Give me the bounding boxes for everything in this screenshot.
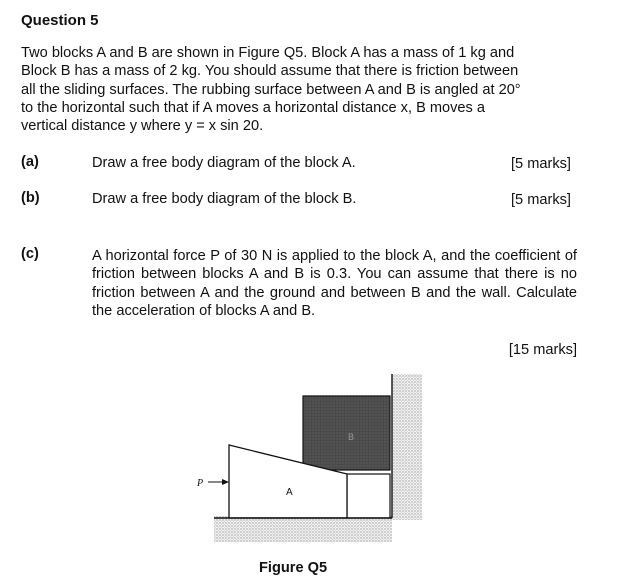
intro-line: vertical distance y where y = x sin 20.	[21, 118, 264, 135]
label-p: P	[197, 478, 204, 489]
part-b-marks: [5 marks]	[510, 192, 571, 208]
label-b: B	[348, 432, 355, 442]
part-c-text: A horizontal force P of 30 N is applied to the block A, and the coefficient of friction between blocks A and B is 0.3. You can assume that there is no friction between A and the ground and between B and the wall. Calculate the acceleration of blocks A and B.	[92, 248, 577, 319]
part-c-marks: [15 marks]	[508, 342, 577, 358]
question-title: Question 5	[21, 12, 99, 29]
part-a-text: Draw a free body diagram of the block A.	[92, 155, 356, 171]
figure-q5-diagram	[190, 370, 430, 552]
part-b-text: Draw a free body diagram of the block B.	[92, 191, 357, 207]
question-intro	[21, 44, 601, 135]
figure-caption: Figure Q5	[259, 560, 328, 576]
label-a: A	[286, 487, 293, 498]
ground	[214, 516, 392, 542]
intro-line: Two blocks A and B are shown in Figure Q5. Block A has a mass of 1 kg and	[21, 45, 515, 61]
support-block	[347, 474, 390, 518]
part-a-label: (a)	[21, 154, 39, 170]
part-b-label: (b)	[21, 190, 40, 206]
intro-line: Block B has a mass of 2 kg. You should assume that there is friction between	[21, 63, 519, 80]
intro-line: all the sliding surfaces. The rubbing surface between A and B is angled at 20°	[21, 81, 521, 98]
part-c-label: (c)	[21, 246, 39, 262]
wall	[392, 374, 422, 520]
force-p-arrowhead	[222, 479, 229, 485]
part-a-marks: [5 marks]	[510, 156, 571, 172]
intro-line: to the horizontal such that if A moves a horizontal distance x, B moves a	[21, 99, 486, 116]
block-b	[303, 396, 390, 470]
